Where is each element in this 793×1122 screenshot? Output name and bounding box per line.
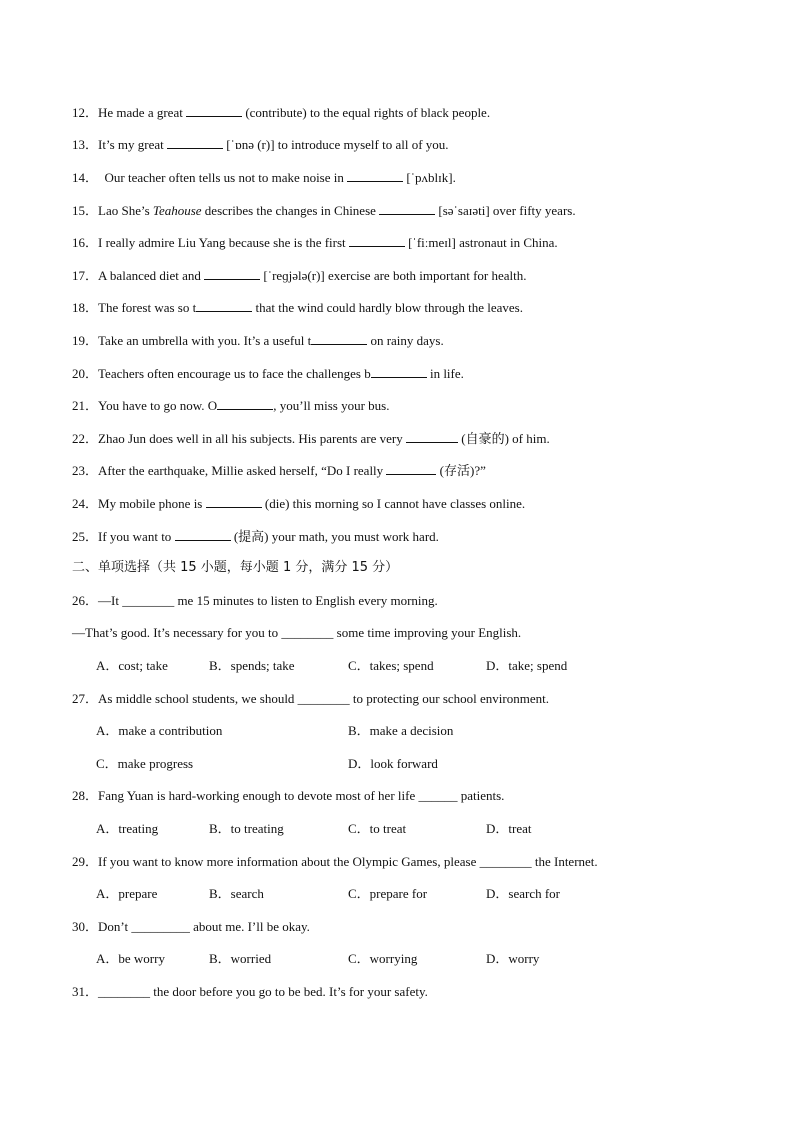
question-20: 20．Teachers often encourage us to face the challenges b in life.	[72, 366, 464, 381]
option-c[interactable]: C．prepare for	[348, 886, 428, 901]
question-26: 26．—It ________ me 15 minutes to listen to English every morning.	[72, 593, 438, 608]
answer-blank[interactable]	[167, 136, 223, 149]
option-d[interactable]: D．search for	[486, 886, 560, 901]
option-b[interactable]: B．spends; take	[209, 658, 295, 673]
option-a[interactable]: A．make a contribution	[96, 723, 223, 738]
question-27: 27．As middle school students, we should ________ to protecting our school environment.	[72, 691, 549, 706]
question-25: 25．If you want to (提高) your math, you must work hard.	[72, 529, 439, 544]
question-number: 17．	[72, 268, 99, 283]
option-c[interactable]: C．to treat	[348, 821, 407, 836]
option-d[interactable]: D．take; spend	[486, 658, 568, 673]
question-30: 30．Don’t _________ about me. I’ll be okay.	[72, 919, 310, 934]
option-b[interactable]: B．to treating	[209, 821, 284, 836]
question-18: 18．The forest was so t that the wind could hardly blow through the leaves.	[72, 300, 523, 315]
option-a[interactable]: A．treating	[96, 821, 159, 836]
answer-blank[interactable]	[371, 365, 427, 378]
question-12: 12．He made a great (contribute) to the equal rights of black people.	[72, 105, 491, 120]
answer-blank[interactable]	[204, 267, 260, 280]
question-31: 31．________ the door before you go to be bed. It’s for your safety.	[72, 984, 428, 999]
answer-blank[interactable]	[379, 202, 435, 215]
answer-blank[interactable]	[347, 169, 403, 182]
question-28: 28．Fang Yuan is hard-working enough to devote most of her life ______ patients.	[72, 788, 505, 803]
answer-blank[interactable]	[175, 528, 231, 541]
option-b[interactable]: B．search	[209, 886, 264, 901]
question-22: 22．Zhao Jun does well in all his subjects. His parents are very (自豪的) of him.	[72, 431, 550, 446]
option-c[interactable]: C．make progress	[96, 756, 194, 771]
option-c[interactable]: C．takes; spend	[348, 658, 434, 673]
question-number: 16．	[72, 235, 99, 250]
question-number: 23．	[72, 463, 99, 478]
option-d[interactable]: D．worry	[486, 951, 540, 966]
question-number: 12．	[72, 105, 99, 120]
option-d[interactable]: D．treat	[486, 821, 532, 836]
question-number: 15．	[72, 203, 99, 218]
option-c[interactable]: C．worrying	[348, 951, 418, 966]
question-17: 17．A balanced diet and [ˈreɡjələ(r)] exercise are both important for health.	[72, 268, 527, 283]
question-29: 29．If you want to know more information about the Olympic Games, please ________ the Internet.	[72, 854, 598, 869]
option-d[interactable]: D．look forward	[348, 756, 438, 771]
question-number: 18．	[72, 300, 99, 315]
question-number: 24．	[72, 496, 99, 511]
option-a[interactable]: A．be worry	[96, 951, 165, 966]
answer-blank[interactable]	[406, 430, 458, 443]
answer-blank[interactable]	[206, 495, 262, 508]
question-14: 14． Our teacher often tells us not to make noise in [ˈpʌblɪk].	[72, 170, 456, 185]
option-a[interactable]: A．cost; take	[96, 658, 168, 673]
answer-blank[interactable]	[186, 104, 242, 117]
question-19: 19．Take an umbrella with you. It’s a useful t on rainy days.	[72, 333, 444, 348]
question-number: 22．	[72, 431, 99, 446]
answer-blank[interactable]	[349, 234, 405, 247]
section-title: 二、单项选择（共 15 小题，每小题 1 分，满分 15 分）	[72, 560, 399, 575]
question-21: 21．You have to go now. O , you’ll miss your bus.	[72, 398, 390, 413]
question-16: 16．I really admire Liu Yang because she is the first [ˈfiːmeɪl] astronaut in China.	[72, 235, 558, 250]
question-number: 25．	[72, 529, 99, 544]
question-number: 20．	[72, 366, 99, 381]
option-a[interactable]: A．prepare	[96, 886, 158, 901]
question-number: 21．	[72, 398, 99, 413]
question-15: 15．Lao She’s Teahouse describes the changes in Chinese [səˈsaɪəti] over fifty years.	[72, 203, 576, 218]
question-number: 13．	[72, 137, 99, 152]
answer-blank[interactable]	[311, 332, 367, 345]
option-b[interactable]: B．worried	[209, 951, 272, 966]
option-b[interactable]: B．make a decision	[348, 723, 454, 738]
answer-blank[interactable]	[386, 462, 436, 475]
book-title: Teahouse	[152, 203, 202, 218]
answer-blank[interactable]	[196, 299, 252, 312]
question-13: 13．It’s my great [ˈɒnə (r)] to introduce myself to all of you.	[72, 137, 449, 152]
answer-blank[interactable]	[217, 397, 273, 410]
question-24: 24．My mobile phone is (die) this morning so I cannot have classes online.	[72, 496, 526, 511]
question-26-response: —That’s good. It’s necessary for you to ________ some time improving your English.	[72, 625, 522, 640]
question-23: 23．After the earthquake, Millie asked herself, “Do I really (存活)?”	[72, 463, 486, 478]
question-number: 14．	[72, 170, 99, 185]
question-number: 19．	[72, 333, 99, 348]
